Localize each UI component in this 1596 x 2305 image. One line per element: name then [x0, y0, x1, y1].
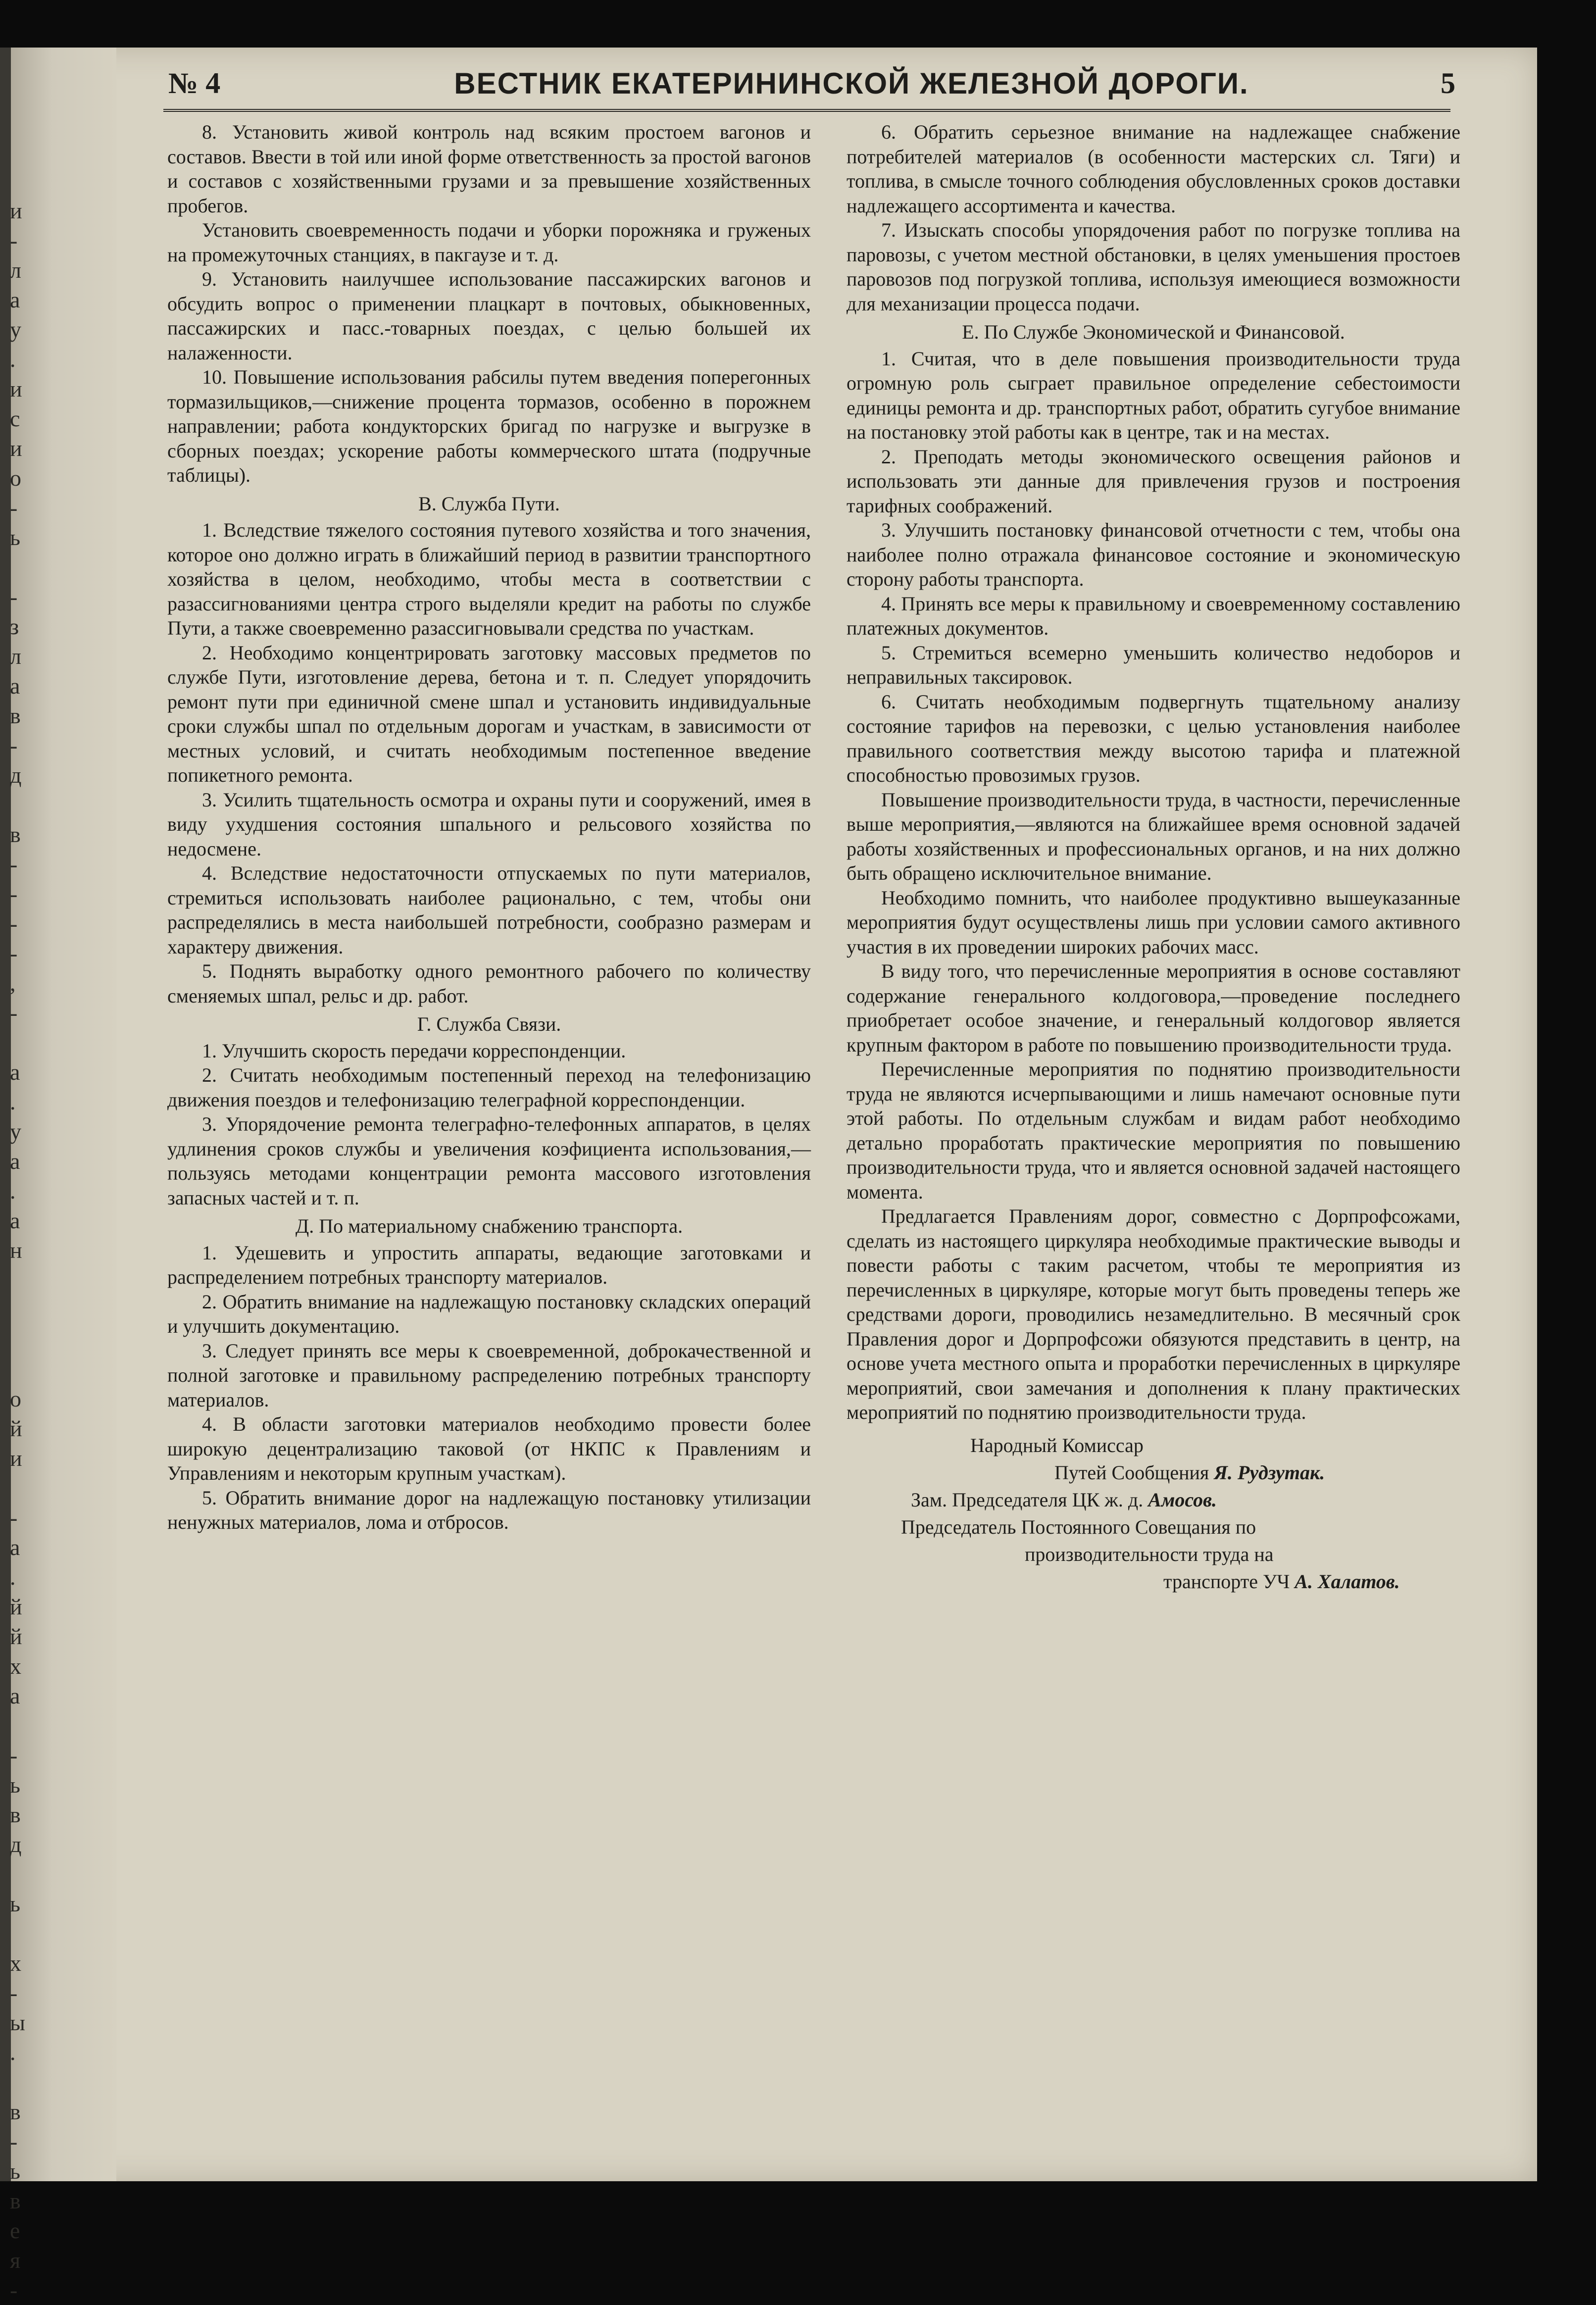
edge-glyph: и	[10, 376, 22, 401]
edge-glyph: -	[10, 228, 18, 253]
paragraph: 5. Стремиться всемерно уменьшить количество недоборов и неправильных таксировок.	[847, 641, 1460, 688]
edge-glyph	[10, 2067, 30, 2097]
edge-glyph	[10, 790, 30, 820]
edge-glyph: .	[10, 1178, 16, 1203]
section-heading: Д. По материальному снабжению транспорта.	[295, 1215, 683, 1237]
paragraph: 1. Удешевить и упростить аппараты, ведающие заготовками и распределением потребных транспорту материалов.	[167, 1241, 811, 1288]
edge-glyph: й	[10, 1594, 22, 1619]
edge-glyph: ь	[10, 2158, 20, 2184]
edge-glyph: д	[10, 1832, 22, 1857]
paragraph: Перечисленные мероприятия по поднятию производительности труда не являются исчерпывающими и лишь намечают основные пути этой работы. По отдельным службам и видам работ необходимо детально проработать практические мероприятия по повышению производительности труда, что и является основной задачей настоящего момента.	[847, 1058, 1460, 1203]
edge-glyph: а	[10, 1208, 20, 1233]
edge-glyph: -	[10, 1743, 18, 1768]
edge-glyph	[10, 1325, 30, 1354]
edge-glyph: д	[10, 762, 22, 788]
edge-glyph	[10, 1354, 30, 1384]
edge-glyph: -	[10, 1000, 18, 1025]
edge-glyph: а	[10, 1149, 20, 1174]
edge-glyph: -	[10, 1505, 18, 1530]
signature-block	[847, 1432, 1460, 1595]
edge-glyph: а	[10, 673, 20, 699]
edge-glyph: а	[10, 287, 20, 312]
edge-glyph: ,	[10, 970, 16, 996]
paragraph: 7. Изыскать способы упорядочения работ по погрузке топлива на паровозы, с учетом местной обстановки, в целях уменьшения простоев паровозов под погрузкой топлива, используя имеющиеся возможности для механизации процесса подачи.	[847, 219, 1460, 315]
edge-glyph: ь	[10, 1891, 20, 1916]
edge-glyph: -	[10, 584, 18, 609]
edge-glyph: -	[10, 2129, 18, 2154]
paragraph: Предлагается Правлениям дорог, совместно с Дорпрофсожами, сделать из настоящего циркуляра необходимые практические выводы и повести работы с таким расчетом, чтобы те мероприятия из перечисленных в циркуляре, которые могут быть проведены теперь же средствами дороги, проводились незамедлительно. В месячный срок Правления дорог и Дорпрофсожи обязуются представить в центр, на основе учета местного опыта и проработки перечисленных в циркуляре мероприятий, свои замечания и дополнения к плану практических мероприятий по поднятию производительности труда.	[847, 1205, 1460, 1423]
edge-glyph: и	[10, 198, 22, 223]
paragraph: Необходимо помнить, что наиболее продуктивно вышеуказанные мероприятия будут осуществлены лишь при условии самого активного участия в их проведении широких рабочих масс.	[847, 886, 1460, 958]
edge-glyph: -	[10, 2277, 18, 2303]
edge-glyph: -	[10, 881, 18, 906]
edge-glyph: з	[10, 614, 19, 639]
edge-glyph: у	[10, 317, 21, 342]
paragraph: 8. Установить живой контроль над всяким простоем вагонов и составов. Ввести в той или иной форме ответственность за простой вагонов и составов с хозяйственными грузами и за превышение хозяйственных пробегов.	[167, 121, 811, 217]
paragraph: 3. Улучшить постановку финансовой отчетности с тем, чтобы она наиболее полно отражала финансовое состояние и экономическую сторону работы транспорта.	[847, 519, 1460, 590]
edge-glyph: -	[10, 852, 18, 877]
paragraph: В виду того, что перечисленные мероприятия в основе составляют содержание генерального колдоговора,—проведение последнего приобретает особое значение, и генеральный колдоговор является крупным фактором в работе по повышению производительности труда.	[847, 960, 1460, 1056]
right-column	[847, 120, 1460, 1595]
signature-line: Путей Сообщения Я. Рудзутак.	[1054, 1461, 1325, 1484]
edge-glyph: й	[10, 1416, 22, 1441]
paragraph: 4. Вследствие недостаточности отпускаемых по пути материалов, стремиться использовать наиболее рационально, с тем, чтобы они распределялись в места наибольшей потребности, сообразно размерам и характеру движения.	[167, 862, 811, 958]
paragraph: Установить своевременность подачи и уборки порожняка и груженых на промежуточных станциях, в пакгаузе и т. д.	[167, 219, 811, 266]
edge-glyph: -	[10, 1980, 18, 2005]
edge-glyph: н	[10, 1238, 22, 1263]
signatory-name: Я. Рудзутак.	[1214, 1461, 1325, 1484]
edge-glyph: .	[10, 1564, 16, 1590]
edge-glyph: в	[10, 703, 21, 728]
edge-glyph: и	[10, 1446, 22, 1471]
paragraph: 2. Необходимо концентрировать заготовку массовых предметов по службе Пути, изготовление дерева, бетона и т. п. Следует упорядочить ремонт пути при единичной смене шпал и установить индивидуальные сроки службы шпал по отдельным дорогам и участкам, в зависимости от местных условий, и считать необходимым постепенное введение попикетного ремонта.	[167, 641, 811, 786]
edge-glyph: ь	[10, 525, 20, 550]
signature-line: Зам. Председателя ЦК ж. д. Амосов.	[911, 1488, 1217, 1511]
paragraph: 2. Считать необходимым постепенный переход на телефонизацию движения поездов и телефонизацию телеграфной корреспонденции.	[167, 1064, 811, 1111]
edge-glyph: х	[10, 1951, 21, 1976]
paragraph: 2. Обратить внимание на надлежащую постановку складских операций и улучшить документацию.	[167, 1290, 811, 1337]
edge-glyph	[10, 1859, 30, 1889]
edge-glyph: л	[10, 257, 21, 283]
paragraph: 10. Повышение использования рабсилы путем введения поперегонных тормазильщиков,—снижение процента тормазов, особенно в порожнем направлении; работа кондукторских бригад по нагрузке и выгрузке в сборных поездах; ускорение работы коммерческого штата (подручные таблицы).	[167, 366, 811, 486]
paragraph: 9. Установить наилучшее использование пассажирских вагонов и обсудить вопрос о применении плацкарт в почтовых, обыкновенных, пассажирских и пасс.-товарных поездах, с целью большей их налаженности.	[167, 268, 811, 364]
paragraph: 4. Принять все меры к правильному и своевременному составлению платежных документов.	[847, 592, 1460, 639]
paragraph: 5. Обратить внимание дорог на надлежащую постановку утилизации ненужных материалов, лома и отбросов.	[167, 1486, 811, 1533]
paragraph: 3. Упорядочение ремонта телеграфно-телефонных аппаратов, в целях удлинения сроков службы и увеличения коэфициента использования,—пользуясь методами концентрации ремонта массового изготовления запасных частей и т. п.	[167, 1113, 811, 1209]
paragraph: 5. Поднять выработку одного ремонтного рабочего по количеству сменяемых шпал, рельс и др. работ.	[167, 960, 811, 1007]
edge-glyph: в	[10, 1802, 21, 1827]
paragraph: 6. Обратить серьезное внимание на надлежащее снабжение потребителей материалов (в особенности мастерских сл. Тяги) и топлива, в смысле точного соблюдения обусловленных сроков доставки надлежащего ассортимента и качества.	[847, 121, 1460, 217]
paragraph: Повышение производительности труда, в частности, перечисленные выше мероприятия,—являются на ближайшее время основной задачей работы хозяйственных и профессиональных органов, и на них должно быть обращено исключительное внимание.	[847, 788, 1460, 884]
edge-glyph	[10, 1295, 30, 1325]
edge-glyph: -	[10, 941, 18, 966]
edge-glyph	[10, 1919, 30, 1949]
edge-glyph: х	[10, 1654, 21, 1679]
signature-line: Председатель Постоянного Совещания по	[901, 1515, 1256, 1538]
edge-glyph	[10, 1265, 30, 1295]
edge-glyph: в	[10, 822, 21, 847]
edge-glyph: .	[10, 1089, 16, 1114]
edge-glyph	[10, 1473, 30, 1503]
edge-glyph: в	[10, 2099, 21, 2124]
edge-glyph: а	[10, 1683, 20, 1708]
section-heading: Г. Служба Связи.	[417, 1013, 561, 1035]
edge-glyph: .	[10, 2040, 16, 2065]
paragraph: 1. Улучшить скорость передачи корреспонденции.	[202, 1039, 626, 1062]
newspaper-title: ВЕСТНИК ЕКАТЕРИНИНСКОЙ ЖЕЛЕЗНОЙ ДОРОГИ.	[454, 67, 1249, 100]
edge-glyph: у	[10, 1119, 21, 1144]
section-heading: Е. По Службе Экономической и Финансовой.	[962, 321, 1345, 343]
edge-glyph: ь	[10, 1772, 20, 1798]
right-column-body	[847, 120, 1460, 1425]
edge-glyph: с	[10, 406, 20, 431]
signature-line: производительности труда на	[1025, 1543, 1274, 1565]
edge-glyph: й	[10, 1624, 22, 1649]
edge-glyph	[10, 552, 30, 582]
signatory-name: Амосов.	[1148, 1488, 1217, 1511]
paragraph: 4. В области заготовки материалов необходимо провести более широкую децентрализацию таковой (от НКПС к Правлениям и Управлениям и некоторым крупным участкам).	[167, 1413, 811, 1484]
section-heading: В. Служба Пути.	[418, 492, 560, 515]
edge-glyph: л	[10, 644, 21, 669]
paragraph: 3. Следует принять все меры к своевременной, доброкачественной и полной заготовке и правильному распределению потребных транспорту материалов.	[167, 1339, 811, 1411]
page-edge	[0, 48, 11, 2181]
paragraph: 2. Преподать методы экономического освещения районов и использовать эти данные для привлечения грузов и построения тарифных соображений.	[847, 445, 1460, 517]
issue-number: № 4	[168, 67, 221, 100]
edge-glyph: а	[10, 1535, 20, 1560]
signature-line: транспорте УЧ А. Халатов.	[1163, 1570, 1400, 1593]
edge-glyph: -	[10, 911, 18, 936]
paragraph: 6. Считать необходимым подвергнуть тщательному анализу состояние тарифов на перевозки, с целью установления наиболее правильного соответствия между высотою тарифа и платежной способностью провозимых грузов.	[847, 690, 1460, 786]
edge-glyph: о	[10, 1386, 21, 1411]
signature-line: Народный Комиссар	[970, 1434, 1144, 1456]
edge-glyph: а	[10, 1059, 20, 1085]
paragraph: 1. Считая, что в деле повышения производительности труда огромную роль сыграет правильное определение себестоимости единицы ремонта и др. транспортных работ, обратить сугубое внимание на постановку этой работы как в центре, так и на местах.	[847, 347, 1460, 443]
edge-glyph: е	[10, 2218, 20, 2243]
paragraph: 3. Усилить тщательность осмотра и охраны пути и сооружений, имея в виду ухудшения состояния шпального и рельсового хозяйства по недосмене.	[167, 788, 811, 860]
signatory-name: А. Халатов.	[1295, 1570, 1400, 1593]
edge-glyph: я	[10, 2248, 21, 2273]
edge-glyph	[10, 1028, 30, 1057]
paragraph: 1. Вследствие тяжелого состояния путевого хозяйства и того значения, которое оно должно играть в ближайший период в развитии транспортного хозяйства в целом, необходимо, чтобы места в соответствии с разассигнованиями центра строго выделяли кредит на работы по службе Пути, а также своевременно разассигновывали средства по участкам.	[167, 519, 811, 639]
edge-glyph: в	[10, 2188, 21, 2213]
edge-glyph: ы	[10, 2010, 25, 2035]
edge-glyph: -	[10, 733, 18, 758]
edge-glyph	[10, 1711, 30, 1741]
edge-glyph: и	[10, 436, 22, 461]
left-column	[167, 120, 811, 1535]
previous-page-edge-text	[10, 196, 30, 2305]
header-rule	[163, 109, 1450, 112]
edge-glyph: -	[10, 495, 18, 520]
page-number: 5	[1441, 67, 1455, 100]
edge-glyph: о	[10, 465, 21, 491]
page-header	[168, 66, 1455, 106]
edge-glyph: .	[10, 347, 16, 372]
